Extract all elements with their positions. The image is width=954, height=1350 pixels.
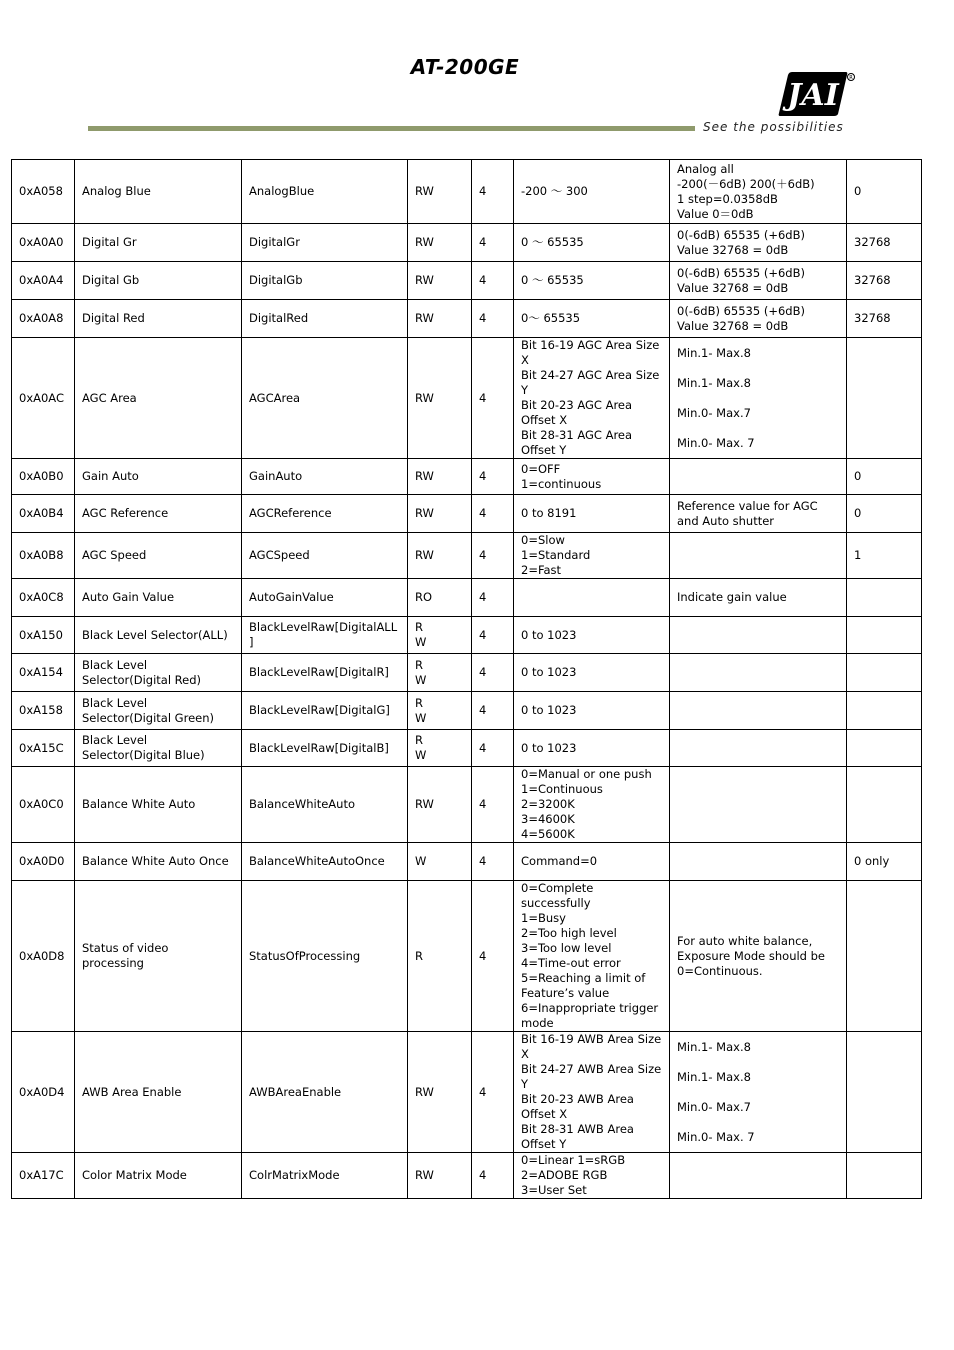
default-value: 32768 (847, 262, 922, 300)
table-row (12, 881, 922, 1032)
table-row (12, 730, 922, 767)
access-mode: R (408, 881, 472, 1032)
register-address: 0xA0A8 (12, 300, 75, 338)
description: Indicate gain value (670, 579, 847, 617)
access-mode: RW (408, 533, 472, 579)
register-size: 4 (472, 881, 514, 1032)
register-name: Digital Gr (75, 224, 242, 262)
register-name: Digital Red (75, 300, 242, 338)
register-name: Digital Gb (75, 262, 242, 300)
default-value (847, 1032, 922, 1153)
feature-name: DigitalGb (242, 262, 408, 300)
register-size: 4 (472, 224, 514, 262)
register-name: Auto Gain Value (75, 579, 242, 617)
value-range: -200 ～ 300 (514, 160, 670, 224)
feature-name: BlackLevelRaw[DigitalALL] (242, 617, 408, 654)
access-mode: RW (408, 262, 472, 300)
access-mode: RW (408, 160, 472, 224)
feature-name: DigitalGr (242, 224, 408, 262)
register-name: Black Level Selector(ALL) (75, 617, 242, 654)
logo-lettering: JAI (787, 78, 839, 113)
description (670, 730, 847, 767)
feature-name: AnalogBlue (242, 160, 408, 224)
register-name: AGC Area (75, 338, 242, 459)
description (670, 692, 847, 730)
default-value (847, 654, 922, 692)
register-address: 0xA0A4 (12, 262, 75, 300)
register-address: 0xA0D8 (12, 881, 75, 1032)
table-row (12, 1153, 922, 1199)
register-size: 4 (472, 654, 514, 692)
description: Min.1- Max.8 Min.1- Max.8 Min.0- Max.7 Min.0- Max. 7 (670, 1032, 847, 1153)
access-mode: R W (408, 617, 472, 654)
default-value: 1 (847, 533, 922, 579)
table-row (12, 1032, 922, 1153)
feature-name: BalanceWhiteAutoOnce (242, 843, 408, 881)
value-range: 0=Slow 1=Standard 2=Fast (514, 533, 670, 579)
default-value (847, 579, 922, 617)
description (670, 617, 847, 654)
register-name: Analog Blue (75, 160, 242, 224)
default-value: 32768 (847, 224, 922, 262)
access-mode: RW (408, 1153, 472, 1199)
access-mode: R W (408, 730, 472, 767)
register-address: 0xA17C (12, 1153, 75, 1199)
register-size: 4 (472, 338, 514, 459)
register-name: Balance White Auto (75, 767, 242, 843)
register-address: 0xA158 (12, 692, 75, 730)
feature-name: ColrMatrixMode (242, 1153, 408, 1199)
table-row (12, 495, 922, 533)
value-range: 0 ～ 65535 (514, 262, 670, 300)
default-value (847, 767, 922, 843)
access-mode: RW (408, 459, 472, 495)
register-address: 0xA058 (12, 160, 75, 224)
register-name: AWB Area Enable (75, 1032, 242, 1153)
feature-name: StatusOfProcessing (242, 881, 408, 1032)
description (670, 459, 847, 495)
access-mode: RW (408, 224, 472, 262)
feature-name: BlackLevelRaw[DigitalG] (242, 692, 408, 730)
register-address: 0xA0D4 (12, 1032, 75, 1153)
tagline: See the possibilities (703, 120, 844, 134)
access-mode: RW (408, 1032, 472, 1153)
register-size: 4 (472, 459, 514, 495)
register-size: 4 (472, 1153, 514, 1199)
register-address: 0xA0B0 (12, 459, 75, 495)
table-row (12, 533, 922, 579)
default-value (847, 617, 922, 654)
table-row (12, 843, 922, 881)
register-name: Black Level Selector(Digital Green) (75, 692, 242, 730)
register-name: Gain Auto (75, 459, 242, 495)
value-range: Bit 16-19 AWB Area Size X Bit 24-27 AWB Area Size Y Bit 20-23 AWB Area Offset X Bit 28-31 AWB Area Offset Y (514, 1032, 670, 1153)
register-size: 4 (472, 692, 514, 730)
register-size: 4 (472, 533, 514, 579)
feature-name: AWBAreaEnable (242, 1032, 408, 1153)
description: 0(-6dB) 65535 (+6dB) Value 32768 = 0dB (670, 262, 847, 300)
register-address: 0xA150 (12, 617, 75, 654)
default-value: 32768 (847, 300, 922, 338)
table-row (12, 767, 922, 843)
table-row (12, 300, 922, 338)
access-mode: RW (408, 767, 472, 843)
access-mode: R W (408, 654, 472, 692)
register-size: 4 (472, 495, 514, 533)
table-row (12, 654, 922, 692)
description: Analog all -200(－6dB) 200(＋6dB) 1 step=0.0358dB Value 0＝0dB (670, 160, 847, 224)
register-size: 4 (472, 1032, 514, 1153)
value-range: 0 ～ 65535 (514, 224, 670, 262)
register-address: 0xA154 (12, 654, 75, 692)
feature-name: BalanceWhiteAuto (242, 767, 408, 843)
access-mode: RW (408, 338, 472, 459)
description (670, 767, 847, 843)
register-address: 0xA15C (12, 730, 75, 767)
value-range: 0=Complete successfully 1=Busy 2=Too high level 3=Too low level 4=Time-out error 5=Reaching a limit of Feature’s value 6=Inappropriate trigger mode (514, 881, 670, 1032)
value-range: Command=0 (514, 843, 670, 881)
default-value: 0 only (847, 843, 922, 881)
description (670, 843, 847, 881)
table-row (12, 579, 922, 617)
register-size: 4 (472, 843, 514, 881)
register-size: 4 (472, 262, 514, 300)
register-size: 4 (472, 300, 514, 338)
register-name: Black Level Selector(Digital Blue) (75, 730, 242, 767)
value-range: 0=OFF 1=continuous (514, 459, 670, 495)
table-row (12, 692, 922, 730)
register-name: Color Matrix Mode (75, 1153, 242, 1199)
register-table (11, 159, 922, 1199)
register-size: 4 (472, 160, 514, 224)
description (670, 1153, 847, 1199)
feature-name: AGCArea (242, 338, 408, 459)
register-name: Status of video processing (75, 881, 242, 1032)
feature-name: AGCReference (242, 495, 408, 533)
default-value (847, 338, 922, 459)
value-range: 0 to 1023 (514, 692, 670, 730)
register-size: 4 (472, 617, 514, 654)
value-range: 0=Linear 1=sRGB 2=ADOBE RGB 3=User Set (514, 1153, 670, 1199)
description (670, 654, 847, 692)
register-address: 0xA0C8 (12, 579, 75, 617)
description: 0(-6dB) 65535 (+6dB) Value 32768 = 0dB (670, 224, 847, 262)
default-value (847, 692, 922, 730)
description: Reference value for AGC and Auto shutter (670, 495, 847, 533)
default-value: 0 (847, 459, 922, 495)
register-address: 0xA0A0 (12, 224, 75, 262)
feature-name: AGCSpeed (242, 533, 408, 579)
description (670, 533, 847, 579)
table-row (12, 338, 922, 459)
default-value (847, 1153, 922, 1199)
register-size: 4 (472, 730, 514, 767)
register-name: AGC Speed (75, 533, 242, 579)
register-address: 0xA0B4 (12, 495, 75, 533)
default-value: 0 (847, 160, 922, 224)
register-address: 0xA0C0 (12, 767, 75, 843)
table-row (12, 224, 922, 262)
value-range: 0～ 65535 (514, 300, 670, 338)
description: Min.1- Max.8 Min.1- Max.8 Min.0- Max.7 Min.0- Max. 7 (670, 338, 847, 459)
header-rule (88, 126, 695, 131)
access-mode: RW (408, 495, 472, 533)
default-value (847, 881, 922, 1032)
register-size: 4 (472, 579, 514, 617)
jai-logo (776, 70, 856, 118)
register-address: 0xA0B8 (12, 533, 75, 579)
value-range: 0 to 1023 (514, 617, 670, 654)
access-mode: RW (408, 300, 472, 338)
register-name: Black Level Selector(Digital Red) (75, 654, 242, 692)
table-row (12, 459, 922, 495)
document-title: AT-200GE (410, 55, 520, 79)
svg-text:R: R (849, 75, 853, 81)
register-address: 0xA0D0 (12, 843, 75, 881)
register-address: 0xA0AC (12, 338, 75, 459)
access-mode: RO (408, 579, 472, 617)
access-mode: W (408, 843, 472, 881)
feature-name: BlackLevelRaw[DigitalR] (242, 654, 408, 692)
feature-name: DigitalRed (242, 300, 408, 338)
value-range: 0 to 8191 (514, 495, 670, 533)
value-range: Bit 16-19 AGC Area Size X Bit 24-27 AGC Area Size Y Bit 20-23 AGC Area Offset X Bit 28-31 AGC Area Offset Y (514, 338, 670, 459)
default-value (847, 730, 922, 767)
feature-name: GainAuto (242, 459, 408, 495)
description: For auto white balance, Exposure Mode should be 0=Continuous. (670, 881, 847, 1032)
register-name: AGC Reference (75, 495, 242, 533)
value-range: 0 to 1023 (514, 654, 670, 692)
access-mode: R W (408, 692, 472, 730)
table-row (12, 160, 922, 224)
feature-name: AutoGainValue (242, 579, 408, 617)
default-value: 0 (847, 495, 922, 533)
value-range: 0 to 1023 (514, 730, 670, 767)
table-row (12, 262, 922, 300)
description: 0(-6dB) 65535 (+6dB) Value 32768 = 0dB (670, 300, 847, 338)
table-row (12, 617, 922, 654)
value-range: 0=Manual or one push 1=Continuous 2=3200K 3=4600K 4=5600K (514, 767, 670, 843)
register-size: 4 (472, 767, 514, 843)
feature-name: BlackLevelRaw[DigitalB] (242, 730, 408, 767)
value-range (514, 579, 670, 617)
register-name: Balance White Auto Once (75, 843, 242, 881)
